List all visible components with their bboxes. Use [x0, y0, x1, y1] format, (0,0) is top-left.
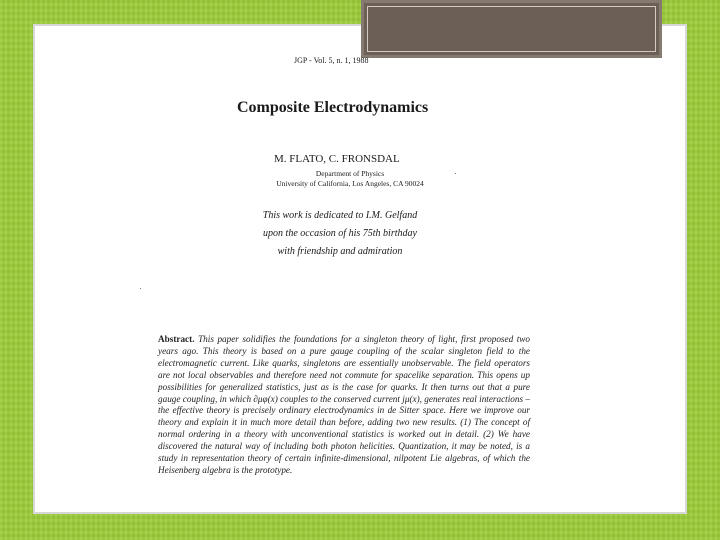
abstract-text: This paper solidifies the foundations for a singleton theory of light, first proposed two years ago. This theory is based on a pure gauge coupling of the scalar singleton field to the electromagnetic current. Like quarks, singletons are essentially unobservable. The field operators are not local observables and therefore need not commute for spacelike separation. This opens up possibilities for generalized statistics, just as is the case for quarks. It then turns out that a pure gauge coupling, in which ∂μφ(x) couples to the conserved current jμ(x), generates real interactions – the effective theory is precisely ordinary electrodynamics in de Sitter space. Here we improve our theory and explain it in much more detail than before, adding two new results. (1) The concept of normal ordering in a theory with unconventional statistics is worked out in detail. (2) We have discovered the natural way of including both photon helicities. Quantization, it may be noted, is a study in representation theory of certain infinite-dimensional, nilpotent Lie algebras, of which the Heisenberg algebra is the prototype.	[158, 334, 531, 475]
decorative-top-bar	[361, 0, 662, 58]
abstract-label: Abstract.	[158, 334, 195, 344]
journal-reference: JGP - Vol. 5, n. 1, 1988	[294, 56, 369, 65]
dedication	[248, 207, 432, 261]
abstract-paragraph	[158, 334, 530, 477]
paper-title: Composite Electrodynamics	[237, 99, 429, 116]
dedication-line: with friendship and admiration	[277, 246, 403, 257]
department: Department of Physics	[315, 169, 385, 178]
author-list: M. FLATO, C. FRONSDAL	[274, 153, 400, 165]
scan-speck	[455, 173, 456, 174]
affiliation	[250, 169, 450, 189]
decorative-top-bar-border	[367, 6, 656, 52]
university: University of California, Los Angeles, CA 90024	[276, 179, 424, 188]
dedication-line: upon the occasion of his 75th birthday	[263, 228, 417, 239]
scan-speck	[140, 288, 141, 289]
dedication-line: This work is dedicated to I.M. Gelfand	[262, 210, 418, 221]
